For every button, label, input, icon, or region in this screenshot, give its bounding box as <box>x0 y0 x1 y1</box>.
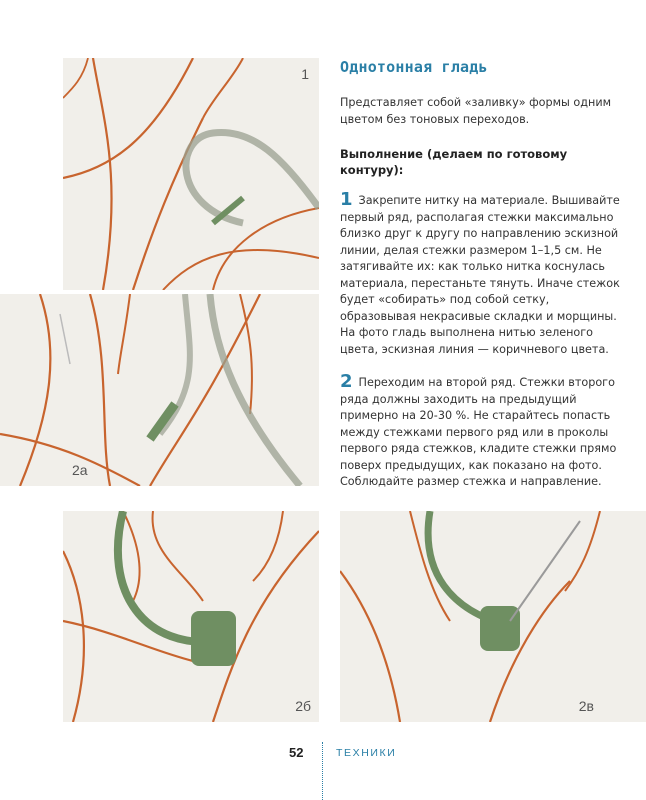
embroidery-photo-1 <box>63 58 319 290</box>
photo-step-2b <box>63 511 319 722</box>
footer-divider <box>322 742 323 800</box>
photo-step-2a <box>0 294 319 486</box>
step-2 <box>340 371 620 491</box>
photo-label-2b: 2б <box>295 698 311 714</box>
step-2-text: Переходим на второй ряд. Стежки второго ряда должны заходить на предыдущий примерно на 20-30 %. Не старайтесь попасть между стежками первого ряд или в проколы первого ряда стежков, кладите стежки прямо поверх предыдущих, как показано на фото. Соблюдайте размер стежка и направление. <box>340 376 617 488</box>
intro-paragraph: Представляет собой «заливку» формы одним цветом без тоновых переходов. <box>340 96 612 126</box>
footer-section-name: ТЕХНИКИ <box>336 747 397 759</box>
photo-step-1 <box>63 58 319 290</box>
photo-label-1: 1 <box>301 66 309 82</box>
photo-label-2a: 2а <box>72 462 88 478</box>
step-1 <box>340 189 620 358</box>
section-title: Однотонная гладь <box>340 58 488 76</box>
photo-label-2v: 2в <box>578 698 594 714</box>
embroidery-photo-2b <box>63 511 319 722</box>
step-1-text: Закрепите нитку на материале. Вышивайте первый ряд, располагая стежки максимально близко друг к другу по направлению эскизной линии, делая стежки размером 1–1,5 см. Не затягивайте их: как только нитка коснулась материала, перестаньте тянуть. Иначе стежок будет «собирать» под собой сетку, образовывая некрасивые складки и морщины. На фото гладь выполнена нитью зеленого цвета, эскизная линия — коричневого цвета. <box>340 194 620 356</box>
page-number: 52 <box>289 745 304 760</box>
embroidery-photo-2a <box>0 294 319 486</box>
instructions-subheading: Выполнение (делаем по готовому контуру): <box>340 147 568 177</box>
text-column <box>340 58 620 491</box>
photo-step-2v <box>340 511 646 722</box>
embroidery-photo-2v <box>340 511 646 722</box>
step-1-number: 1 <box>340 189 353 210</box>
step-2-number: 2 <box>340 371 353 392</box>
